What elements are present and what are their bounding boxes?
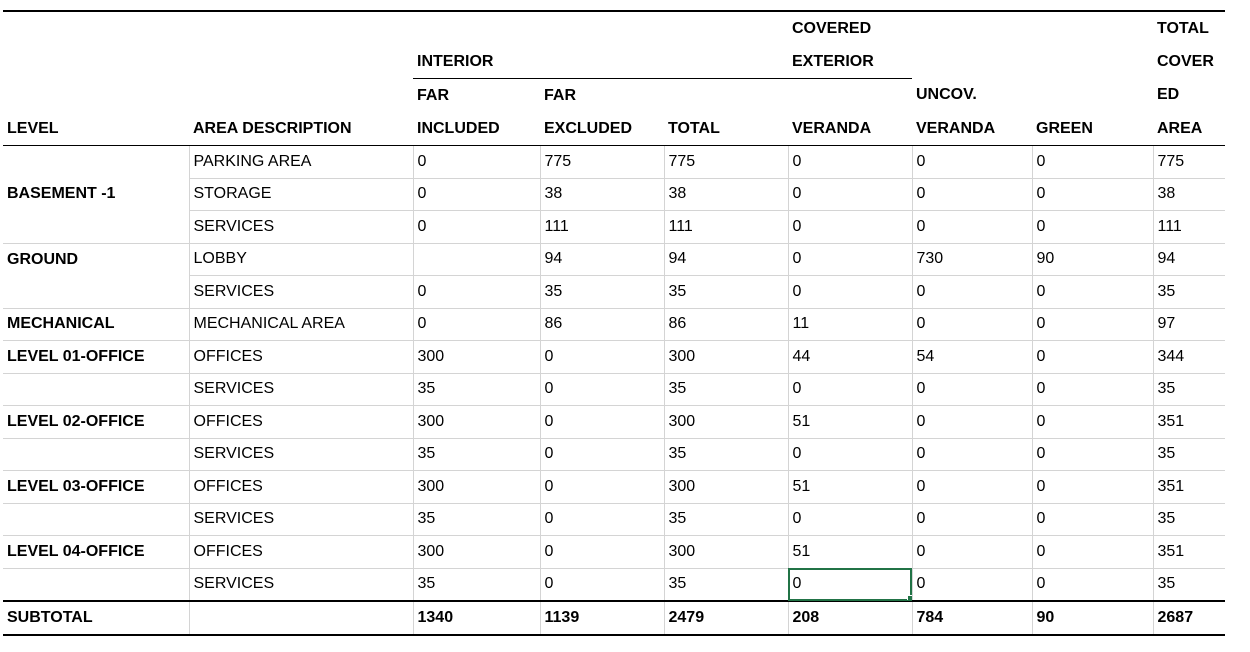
veranda-cell[interactable]: 51 [788, 471, 912, 504]
table-row [3, 406, 1225, 439]
header-level[interactable]: LEVEL [3, 112, 189, 146]
uncovered-veranda-cell[interactable]: 0 [912, 438, 1032, 471]
level-cell[interactable]: BASEMENT -1 [7, 185, 116, 203]
header-far-2[interactable]: FAR [544, 86, 576, 104]
subtotal-far-excluded[interactable]: 1139 [540, 601, 664, 635]
far-included-cell[interactable]: 300 [413, 536, 540, 569]
header-interior[interactable]: INTERIOR [413, 45, 540, 79]
header-veranda-2[interactable]: VERANDA [912, 112, 1032, 146]
level-cell[interactable]: LEVEL 03-OFFICE [3, 471, 189, 504]
level-cell[interactable] [3, 211, 189, 244]
veranda-cell[interactable]: 0 [788, 211, 912, 244]
header-row-3 [3, 79, 1225, 113]
far-excluded-cell[interactable]: 86 [540, 308, 664, 341]
far-included-cell[interactable]: 0 [413, 178, 540, 211]
header-total-col[interactable]: TOTAL [664, 112, 788, 146]
area-description-cell[interactable]: SERVICES [189, 568, 413, 601]
table-row [3, 471, 1225, 504]
green-cell[interactable]: 0 [1032, 471, 1153, 504]
uncovered-veranda-cell[interactable]: 0 [912, 276, 1032, 309]
table-row [3, 438, 1225, 471]
subtotal-green[interactable]: 90 [1032, 601, 1153, 635]
uncovered-veranda-cell[interactable]: 730 [912, 243, 1032, 276]
area-description-cell[interactable]: OFFICES [189, 471, 413, 504]
green-cell[interactable]: 0 [1032, 438, 1153, 471]
total-covered-cell[interactable]: 351 [1153, 536, 1225, 569]
subtotal-row [3, 601, 1225, 635]
total-cell[interactable]: 94 [664, 243, 788, 276]
level-cell[interactable]: GROUND [3, 243, 189, 276]
veranda-cell[interactable]: 0 [788, 276, 912, 309]
green-cell[interactable]: 0 [1032, 276, 1153, 309]
total-cell[interactable]: 300 [664, 341, 788, 374]
total-cell[interactable]: 35 [664, 276, 788, 309]
area-description-cell[interactable]: SERVICES [189, 211, 413, 244]
header-excluded[interactable]: EXCLUDED [540, 112, 664, 146]
subtotal-total-covered[interactable]: 2687 [1153, 601, 1225, 635]
total-covered-cell[interactable]: 35 [1153, 373, 1225, 406]
area-description-cell[interactable]: OFFICES [189, 406, 413, 439]
area-description-cell[interactable]: SERVICES [189, 373, 413, 406]
subtotal-far-included[interactable]: 1340 [413, 601, 540, 635]
level-cell[interactable] [3, 373, 189, 406]
total-covered-cell[interactable]: 35 [1153, 276, 1225, 309]
uncovered-veranda-cell[interactable]: 0 [912, 146, 1032, 179]
header-uncov[interactable]: UNCOV. [916, 86, 977, 104]
level-cell[interactable] [3, 146, 189, 179]
subtotal-total[interactable]: 2479 [664, 601, 788, 635]
total-covered-cell[interactable]: 94 [1153, 243, 1225, 276]
level-cell[interactable]: LEVEL 01-OFFICE [3, 341, 189, 374]
uncovered-veranda-cell[interactable]: 0 [912, 211, 1032, 244]
uncovered-veranda-cell[interactable]: 0 [912, 406, 1032, 439]
area-description-cell[interactable]: SERVICES [189, 503, 413, 536]
selected-cell[interactable]: 0 [788, 568, 912, 601]
area-description-cell[interactable]: SERVICES [189, 276, 413, 309]
uncovered-veranda-cell[interactable]: 0 [912, 568, 1032, 601]
header-included[interactable]: INCLUDED [413, 112, 540, 146]
area-table [3, 10, 1225, 636]
green-cell[interactable]: 0 [1032, 178, 1153, 211]
far-included-cell[interactable]: 35 [413, 438, 540, 471]
subtotal-veranda[interactable]: 208 [788, 601, 912, 635]
uncovered-veranda-cell[interactable]: 0 [912, 536, 1032, 569]
total-covered-cell[interactable]: 35 [1153, 503, 1225, 536]
table-row [3, 341, 1225, 374]
green-cell[interactable]: 0 [1032, 341, 1153, 374]
table-row [3, 178, 1225, 211]
far-excluded-cell[interactable]: 0 [540, 406, 664, 439]
table-row [3, 568, 1225, 601]
header-row-2 [3, 45, 1225, 79]
level-cell[interactable] [3, 568, 189, 601]
total-covered-cell[interactable]: 351 [1153, 406, 1225, 439]
table-row [3, 211, 1225, 244]
veranda-cell[interactable]: 0 [788, 438, 912, 471]
header-covered[interactable]: COVERED [788, 11, 912, 45]
far-excluded-cell[interactable]: 0 [540, 503, 664, 536]
far-excluded-cell[interactable]: 0 [540, 373, 664, 406]
header-cover[interactable]: COVER [1157, 52, 1214, 70]
table-row [3, 243, 1225, 276]
total-cell[interactable]: 775 [664, 146, 788, 179]
total-cell[interactable]: 35 [664, 373, 788, 406]
level-cell[interactable]: LEVEL 04-OFFICE [3, 536, 189, 569]
total-cell[interactable]: 38 [664, 178, 788, 211]
total-covered-cell[interactable]: 35 [1153, 438, 1225, 471]
far-excluded-cell[interactable]: 775 [540, 146, 664, 179]
header-total[interactable]: TOTAL [1153, 11, 1225, 45]
total-cell[interactable]: 35 [664, 438, 788, 471]
far-included-cell[interactable] [413, 243, 540, 276]
total-cell[interactable]: 300 [664, 536, 788, 569]
uncovered-veranda-cell[interactable]: 0 [912, 471, 1032, 504]
fill-handle[interactable] [907, 595, 913, 601]
far-excluded-cell[interactable]: 38 [540, 178, 664, 211]
far-included-cell[interactable]: 35 [413, 503, 540, 536]
header-veranda[interactable]: VERANDA [788, 112, 912, 146]
total-covered-cell[interactable]: 38 [1153, 178, 1225, 211]
green-cell[interactable]: 0 [1032, 568, 1153, 601]
area-description-cell[interactable]: LOBBY [189, 243, 413, 276]
veranda-cell[interactable]: 0 [788, 503, 912, 536]
table-row [3, 146, 1225, 179]
uncovered-veranda-cell[interactable]: 0 [912, 503, 1032, 536]
total-covered-cell[interactable]: 775 [1153, 146, 1225, 179]
total-covered-cell[interactable]: 35 [1153, 568, 1225, 601]
far-excluded-cell[interactable]: 35 [540, 276, 664, 309]
header-row-4 [3, 112, 1225, 146]
far-included-cell[interactable]: 0 [413, 276, 540, 309]
green-cell[interactable]: 0 [1032, 406, 1153, 439]
total-cell[interactable]: 35 [664, 568, 788, 601]
header-row-1 [3, 11, 1225, 45]
total-cell[interactable]: 35 [664, 503, 788, 536]
area-description-cell[interactable]: MECHANICAL AREA [189, 308, 413, 341]
header-green[interactable]: GREEN [1032, 112, 1153, 146]
green-cell[interactable]: 0 [1032, 308, 1153, 341]
green-cell[interactable]: 0 [1032, 211, 1153, 244]
veranda-cell[interactable]: 0 [788, 243, 912, 276]
veranda-cell[interactable]: 11 [788, 308, 912, 341]
table-row [3, 373, 1225, 406]
veranda-cell[interactable]: 0 [788, 373, 912, 406]
header-area[interactable]: AREA [1153, 112, 1225, 146]
total-cell[interactable]: 300 [664, 471, 788, 504]
far-included-cell[interactable]: 0 [413, 146, 540, 179]
far-included-cell[interactable]: 300 [413, 406, 540, 439]
far-excluded-cell[interactable]: 0 [540, 471, 664, 504]
far-excluded-cell[interactable]: 0 [540, 438, 664, 471]
header-exterior[interactable]: EXTERIOR [788, 45, 912, 79]
far-included-cell[interactable]: 300 [413, 341, 540, 374]
far-included-cell[interactable]: 0 [413, 211, 540, 244]
green-cell[interactable]: 0 [1032, 503, 1153, 536]
far-included-cell[interactable]: 35 [413, 568, 540, 601]
uncovered-veranda-cell[interactable]: 0 [912, 373, 1032, 406]
total-covered-cell[interactable]: 97 [1153, 308, 1225, 341]
far-excluded-cell[interactable]: 0 [540, 341, 664, 374]
area-description-cell[interactable]: STORAGE [189, 178, 413, 211]
area-description-cell[interactable]: PARKING AREA [189, 146, 413, 179]
table-row [3, 503, 1225, 536]
green-cell[interactable]: 0 [1032, 536, 1153, 569]
far-included-cell[interactable]: 300 [413, 471, 540, 504]
uncovered-veranda-cell[interactable]: 0 [912, 178, 1032, 211]
table-row [3, 276, 1225, 309]
area-description-cell[interactable]: OFFICES [189, 341, 413, 374]
table-row [3, 308, 1225, 341]
veranda-cell[interactable]: 51 [788, 536, 912, 569]
header-area-description[interactable]: AREA DESCRIPTION [189, 112, 413, 146]
area-description-cell[interactable]: SERVICES [189, 438, 413, 471]
subtotal-blank[interactable] [189, 601, 413, 635]
far-excluded-cell[interactable]: 94 [540, 243, 664, 276]
far-excluded-cell[interactable]: 0 [540, 568, 664, 601]
total-cell[interactable]: 300 [664, 406, 788, 439]
header-far-1[interactable]: FAR [417, 86, 449, 104]
level-cell[interactable] [3, 276, 189, 309]
green-cell[interactable]: 0 [1032, 146, 1153, 179]
area-description-cell[interactable]: OFFICES [189, 536, 413, 569]
total-covered-cell[interactable]: 344 [1153, 341, 1225, 374]
total-covered-cell[interactable]: 351 [1153, 471, 1225, 504]
veranda-cell[interactable]: 0 [788, 178, 912, 211]
total-covered-cell[interactable]: 111 [1153, 211, 1225, 244]
level-cell[interactable] [3, 503, 189, 536]
level-cell[interactable]: MECHANICAL [3, 308, 189, 341]
total-cell[interactable]: 86 [664, 308, 788, 341]
header-ed[interactable]: ED [1157, 86, 1180, 104]
far-excluded-cell[interactable]: 111 [540, 211, 664, 244]
veranda-cell[interactable]: 0 [788, 146, 912, 179]
total-cell[interactable]: 111 [664, 211, 788, 244]
table-row [3, 536, 1225, 569]
veranda-cell[interactable]: 44 [788, 341, 912, 374]
level-cell[interactable] [3, 438, 189, 471]
level-cell[interactable]: LEVEL 02-OFFICE [3, 406, 189, 439]
uncovered-veranda-cell[interactable]: 54 [912, 341, 1032, 374]
green-cell[interactable]: 90 [1032, 243, 1153, 276]
far-excluded-cell[interactable]: 0 [540, 536, 664, 569]
far-included-cell[interactable]: 0 [413, 308, 540, 341]
uncovered-veranda-cell[interactable]: 0 [912, 308, 1032, 341]
subtotal-uncovered-veranda[interactable]: 784 [912, 601, 1032, 635]
subtotal-label[interactable]: SUBTOTAL [3, 601, 189, 635]
far-included-cell[interactable]: 35 [413, 373, 540, 406]
veranda-cell[interactable]: 51 [788, 406, 912, 439]
green-cell[interactable]: 0 [1032, 373, 1153, 406]
